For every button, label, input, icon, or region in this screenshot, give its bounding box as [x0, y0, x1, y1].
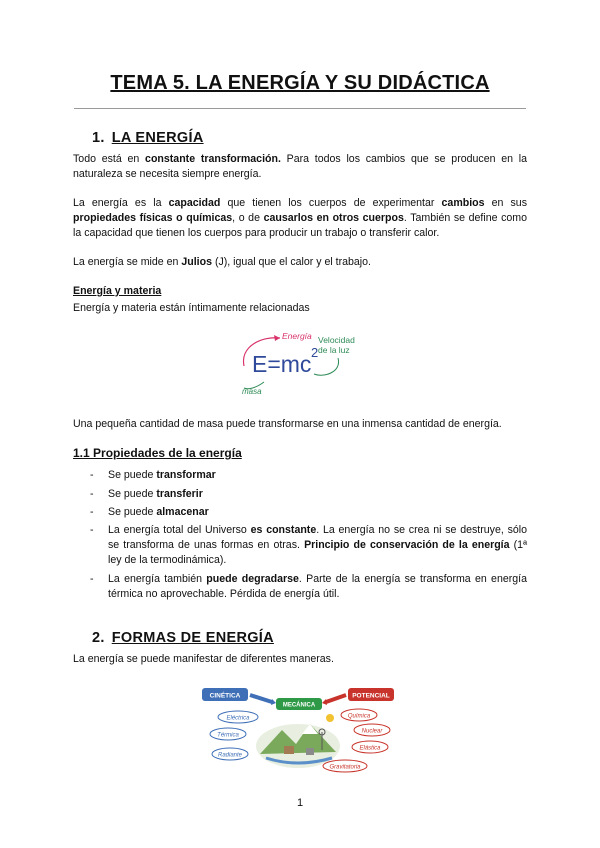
potential-form-3: Gravitatoria — [329, 764, 361, 771]
subsection-properties-title: 1.1 Propiedades de la energía — [73, 446, 242, 460]
page-title: TEMA 5. LA ENERGÍA Y SU DIDÁCTICA — [110, 72, 490, 94]
section-2-title: FORMAS DE ENERGÍA — [111, 630, 274, 646]
kinetic-form-2: Radiante — [217, 752, 243, 759]
paragraph-units: La energía se mide en Julios (J), igual que el calor y el trabajo. — [73, 256, 371, 268]
paragraph-forms: La energía se puede manifestar de diferentes maneras. — [73, 653, 334, 665]
section-1-heading — [92, 130, 204, 146]
light-arrow — [314, 358, 339, 375]
page-number: 1 — [296, 797, 304, 809]
potential-label: POTENCIAL — [352, 692, 390, 700]
section-1-number: 1. — [92, 130, 105, 146]
paragraph-energy-matter: Energía y materia están íntimamente relacionadas — [73, 302, 310, 314]
light-speed-label-2: de la luz — [318, 345, 350, 355]
energy-forms-diagram — [198, 684, 402, 776]
kinetic-form-0: Eléctrica — [226, 715, 250, 722]
light-speed-label-1: Velocidad — [318, 335, 355, 345]
section-2-heading — [92, 630, 274, 646]
section-1-title: LA ENERGÍA — [111, 130, 204, 146]
paragraph-definition: La energía es la capacidad que tienen los cuerpos de experimentar cambios en sus propiedades físicas o químicas, o de causarlos en otros cuerpos. También se define como la capacidad que tienen los cuerpos para producir un trabajo o transferir calor. — [73, 197, 527, 239]
subheading-energy-matter: Energía y materia — [73, 285, 162, 297]
potential-arrow — [326, 695, 346, 702]
list-item: - Se puede transformar — [90, 469, 216, 481]
paragraph-transformation: Todo está en constante transformación. Para todos los cambios que se producen en la naturaleza se necesita siempre energía. — [73, 153, 528, 180]
title-divider — [74, 108, 526, 109]
list-item: - Se puede almacenar — [90, 506, 209, 518]
energy-label: Energía — [282, 331, 312, 341]
kinetic-form-1: Térmica — [217, 732, 239, 739]
list-item: - Se puede transferir — [90, 488, 203, 500]
section-2-number: 2. — [92, 630, 105, 646]
mechanical-label: MECÁNICA — [282, 702, 316, 709]
emc2-formula-image — [234, 322, 370, 398]
potential-form-2: Elástica — [359, 745, 381, 752]
kinetic-arrow — [250, 695, 272, 702]
formula-equation: E=mc — [252, 351, 312, 377]
potential-form-0: Química — [347, 713, 371, 720]
list-item: - La energía total del Universo es constante. La energía no se crea ni se destruye, sólo se transforma de unas formas en otras. Principio de conservación de la energía (1ª ley de la termodinámica). — [90, 524, 527, 566]
formula-exponent: 2 — [311, 345, 319, 360]
mass-label: masa — [242, 387, 262, 396]
kinetic-label: CINÉTICA — [209, 692, 241, 700]
potential-form-1: Nuclear — [361, 728, 383, 735]
energy-arrow-head — [274, 335, 280, 341]
list-item: - La energía también puede degradarse. Parte de la energía se transforma en energía térmica no aprovechable. Pérdida de energía útil. — [90, 573, 527, 600]
paragraph-mass-energy: Una pequeña cantidad de masa puede transformarse en una inmensa cantidad de energía. — [73, 418, 502, 430]
